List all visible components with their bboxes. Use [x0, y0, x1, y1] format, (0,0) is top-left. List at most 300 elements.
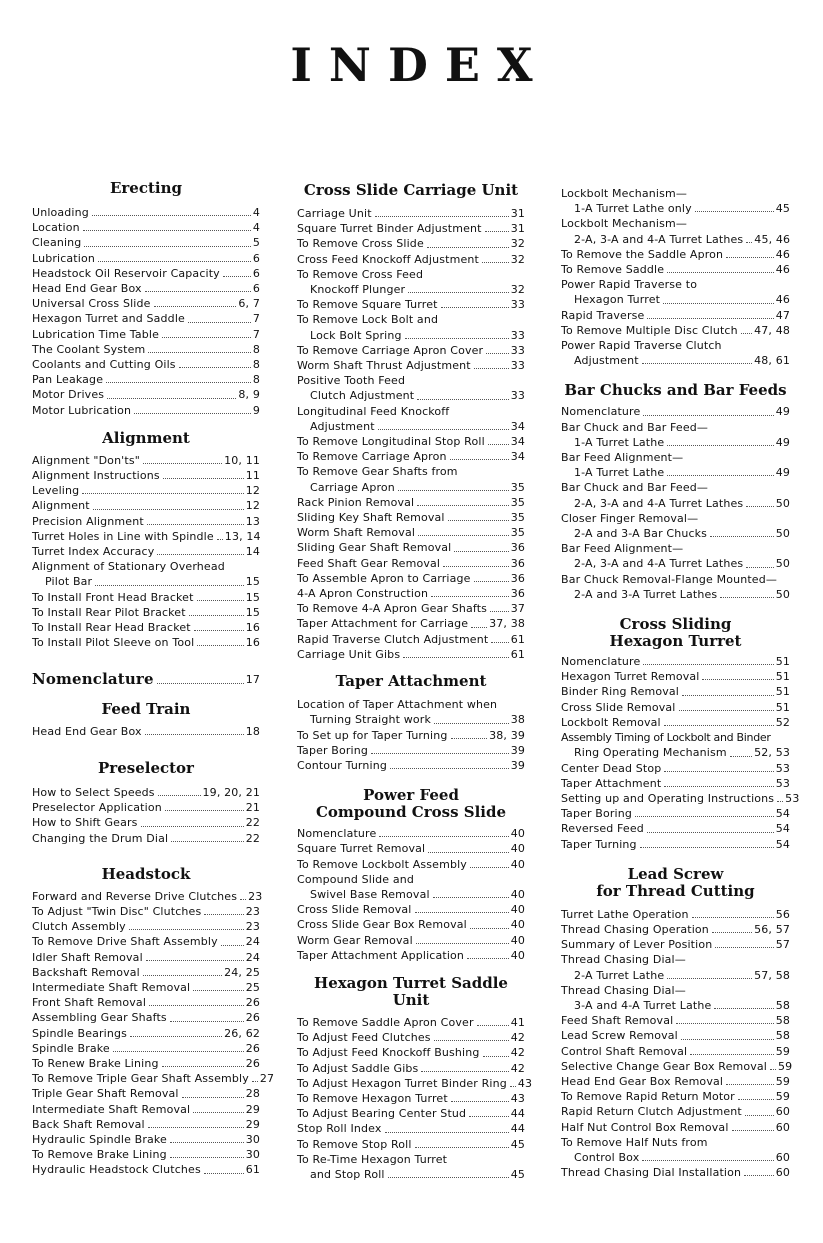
index-entry: [297, 857, 525, 872]
headstock-list: [32, 889, 275, 1178]
index-entry: [32, 590, 260, 605]
entry-title: Rapid Traverse: [561, 308, 645, 322]
page-number: 61: [245, 1163, 260, 1177]
index-entry-continuation: [297, 328, 525, 343]
index-entry: [561, 791, 800, 806]
index-entry-continuation: [297, 480, 525, 495]
page-number: 54: [775, 822, 790, 836]
alignment-list-a: [32, 453, 260, 559]
entry-title: Front Shaft Removal: [32, 996, 147, 1010]
entry-title: Location: [32, 221, 80, 235]
page-number: 53: [775, 776, 790, 790]
index-entry: [561, 937, 790, 952]
dot-leader: [378, 429, 509, 430]
index-entry: [297, 358, 525, 373]
index-entry: [297, 540, 525, 555]
page-number: 53: [775, 761, 790, 775]
page-number: 60: [775, 1120, 790, 1134]
index-entry: [32, 372, 260, 387]
dot-leader: [371, 753, 509, 754]
dot-leader: [408, 292, 508, 293]
page-number: 31: [510, 222, 525, 236]
index-entry: [297, 632, 525, 647]
index-entry-continuation: [297, 1167, 525, 1182]
dot-leader: [448, 520, 509, 521]
entry-title: Carriage Apron: [310, 480, 395, 494]
dot-leader: [726, 257, 774, 258]
dot-leader: [182, 1097, 244, 1098]
page-number: 40: [510, 903, 525, 917]
page-number: 13: [245, 514, 260, 528]
page-number: 10, 11: [224, 453, 260, 467]
dot-leader: [470, 867, 509, 868]
index-entry: [561, 587, 790, 602]
index-entry: [32, 1162, 260, 1177]
dot-leader: [474, 368, 509, 369]
page-number: 45, 46: [754, 232, 791, 246]
entry-title: Hydraulic Headstock Clutches: [32, 1163, 201, 1177]
index-entry: [297, 434, 525, 449]
dot-leader: [188, 322, 251, 323]
index-entry: [32, 357, 260, 372]
index-entry: Bar Chuck and Bar Feed—: [561, 481, 709, 495]
page-number: 15: [245, 605, 260, 619]
index-entry-continuation: [297, 388, 525, 403]
page-number: 40: [510, 857, 525, 871]
page-number: 36: [510, 541, 525, 555]
page-number: 41: [510, 1015, 525, 1029]
entry-title: How to Select Speeds: [32, 785, 155, 799]
section-heading-compound-cross-slide: Compound Cross Slide: [315, 803, 507, 822]
section-heading-thread-cutting: for Thread Cutting: [596, 881, 755, 900]
index-entry: [297, 525, 525, 540]
page-number: 38: [510, 713, 525, 727]
index-entry: Bar Chuck Removal-Flange Mounted—: [561, 572, 778, 586]
index-entry: [297, 616, 525, 631]
index-entry: [561, 654, 790, 669]
page-number: 16: [245, 621, 260, 635]
index-entry-continuation: [561, 968, 790, 983]
page-number: 31: [510, 207, 525, 220]
entry-title: Rapid Traverse Clutch Adjustment: [297, 632, 489, 646]
entry-title: To Remove the Saddle Apron: [561, 247, 724, 261]
page-number: 30: [245, 1148, 260, 1162]
page-number: 25: [245, 980, 260, 994]
entry-title: To Remove Triple Gear Shaft Assembly: [32, 1072, 249, 1086]
index-entry: [32, 919, 260, 934]
index-entry-continuation: [561, 292, 790, 307]
index-entry: [32, 251, 260, 266]
entry-title: Changing the Drum Dial: [32, 831, 169, 845]
index-entry-continuation: [561, 1150, 790, 1165]
entry-title: Alignment Instructions: [32, 469, 160, 483]
index-entry: [32, 544, 260, 559]
index-entry: [297, 887, 525, 902]
index-entry: [297, 1091, 525, 1106]
page-number: 59: [775, 1090, 790, 1104]
entry-title: To Remove Carriage Apron Cover: [297, 343, 484, 357]
page-number: 46: [775, 247, 790, 261]
index-entry: [561, 308, 790, 323]
index-entry-continuation: [561, 232, 790, 247]
page-number: 6: [252, 251, 260, 265]
dot-leader: [643, 415, 773, 416]
index-entry: [561, 1089, 790, 1104]
entry-title: To Install Pilot Sleeve on Tool: [32, 636, 195, 650]
dot-leader: [676, 1023, 773, 1024]
index-entry: [297, 388, 525, 403]
page-number: 36: [510, 571, 525, 585]
entry-title: How to Shift Gears: [32, 816, 138, 830]
entry-title: To Adjust "Twin Disc" Clutches: [32, 904, 202, 918]
dot-leader: [162, 337, 251, 338]
entry-title: Taper Turning: [561, 837, 637, 851]
dot-leader: [154, 306, 237, 307]
page-number: 8: [252, 358, 260, 372]
section-heading-alignment: Alignment: [102, 428, 190, 447]
index-entry: [32, 1026, 260, 1041]
page-number: 61: [510, 647, 525, 661]
index-entry: Alignment of Stationary Overhead: [32, 560, 225, 574]
page-number: 26: [245, 1056, 260, 1070]
entry-title: Clutch Adjustment: [310, 389, 415, 403]
index-entry: [561, 821, 790, 836]
dot-leader: [197, 645, 243, 646]
index-entry: [561, 1059, 793, 1074]
dot-leader: [145, 734, 244, 735]
entry-title: Selective Change Gear Box Removal: [561, 1059, 767, 1073]
index-entry: [561, 496, 790, 511]
page-number: 12: [245, 484, 260, 498]
dot-leader: [690, 1054, 773, 1055]
page-number: 15: [245, 590, 260, 604]
page-number: 40: [510, 842, 525, 856]
dot-leader: [647, 318, 773, 319]
dot-leader: [416, 943, 509, 944]
entry-title: To Remove Square Turret: [297, 298, 438, 312]
entry-title: Forward and Reverse Drive Clutches: [32, 889, 238, 903]
index-entry: [561, 806, 790, 821]
index-entry: [32, 965, 260, 980]
entry-title: Clutch Assembly: [32, 920, 126, 934]
dot-leader: [171, 841, 243, 842]
entry-title: Motor Drives: [32, 388, 105, 402]
entry-title: 2-A, 3-A and 4-A Turret Lathes: [574, 496, 744, 510]
page-number: 29: [245, 1102, 260, 1116]
index-entry: [561, 745, 790, 760]
index-entry: [32, 342, 260, 357]
entry-title: Precision Alignment: [32, 514, 144, 528]
index-entry: Lockbolt Mechanism—: [561, 217, 688, 231]
page-number: 40: [510, 887, 525, 901]
page-number: 60: [775, 1105, 790, 1119]
index-entry: [32, 1071, 275, 1086]
page-number: 50: [775, 557, 790, 571]
entry-title: Adjustment: [574, 354, 639, 368]
section-heading-lead-screw: Lead Screw: [627, 864, 724, 883]
index-entry: [32, 1086, 260, 1101]
entry-title: Rapid Return Clutch Adjustment: [561, 1105, 742, 1119]
dot-leader: [204, 1173, 244, 1174]
entry-title: To Remove Drive Shaft Assembly: [32, 935, 218, 949]
entry-title: To Remove Stop Roll: [297, 1137, 412, 1151]
dot-leader: [194, 630, 244, 631]
page-number: 49: [775, 466, 790, 480]
page-number: 12: [245, 499, 260, 513]
page-number: 56: [775, 907, 790, 921]
index-entry: [561, 292, 790, 307]
index-entry: [297, 1015, 525, 1030]
entry-title: Backshaft Removal: [32, 965, 140, 979]
index-entry: [297, 328, 525, 343]
index-entry: [297, 1030, 525, 1045]
bar-chucks-groups: [561, 420, 790, 602]
index-entry: [561, 435, 790, 450]
index-entry: [32, 995, 260, 1010]
index-entry: [32, 327, 260, 342]
entry-title: Taper Boring: [297, 743, 369, 757]
page-number: 59: [775, 1074, 790, 1088]
entry-title: To Adjust Bearing Center Stud: [297, 1107, 467, 1121]
page-number: 52: [775, 715, 790, 729]
dot-leader: [640, 847, 774, 848]
entry-title: Spindle Brake: [32, 1041, 110, 1055]
index-entry: [561, 837, 790, 852]
index-entry: [297, 297, 525, 312]
dot-leader: [732, 1130, 774, 1131]
entry-title: Contour Turning: [297, 758, 387, 772]
dot-leader: [217, 539, 223, 540]
entry-title: Lock Bolt Spring: [310, 328, 402, 342]
index-entry: Positive Tooth Feed: [297, 374, 406, 388]
dot-leader: [485, 231, 509, 232]
index-column-2: [297, 181, 533, 1182]
index-entry: [561, 353, 790, 368]
dot-leader: [252, 1081, 258, 1082]
page-number: 51: [775, 685, 790, 699]
entry-title: To Adjust Hexagon Turret Binder Ring: [297, 1076, 507, 1090]
entry-title: Worm Gear Removal: [297, 933, 413, 947]
index-entry: [297, 343, 525, 358]
page-number: 53: [785, 791, 800, 805]
index-entry: [561, 1013, 790, 1028]
index-entry: [561, 526, 790, 541]
index-entry: Thread Chasing Dial—: [561, 953, 686, 967]
page-number: 23: [245, 904, 260, 918]
page-number: 26: [245, 1041, 260, 1055]
page-number: 4: [252, 221, 260, 235]
entry-title: To Remove Saddle: [561, 263, 665, 277]
page-number: 50: [775, 496, 790, 510]
entry-title: Nomenclature: [561, 655, 641, 669]
page-number: 50: [775, 527, 790, 541]
index-entry: [561, 404, 790, 419]
page-number: 45: [510, 1137, 525, 1151]
page-number: 39: [510, 743, 525, 757]
dot-leader: [170, 1021, 244, 1022]
section-heading-hexagon-turret: Hexagon Turret: [609, 632, 742, 651]
alignment-stationary-line2: [32, 574, 260, 589]
page-number: 7: [252, 312, 260, 326]
dot-leader: [134, 413, 251, 414]
entry-title: Hydraulic Spindle Brake: [32, 1132, 167, 1146]
index-entry: [297, 449, 525, 464]
index-entry-single: [297, 297, 525, 312]
index-entry: [32, 453, 260, 468]
page-number: 24: [245, 935, 260, 949]
page-number: 19, 20, 21: [202, 785, 260, 799]
dot-leader: [647, 832, 774, 833]
index-column-3: [561, 186, 800, 1180]
carriage-list-b: [297, 343, 525, 373]
page-number: 35: [510, 526, 525, 540]
index-entry: To Remove Half Nuts from: [561, 1135, 708, 1149]
entry-title: Idler Shaft Removal: [32, 950, 143, 964]
index-entry: [561, 1074, 790, 1089]
page-number: 11: [245, 469, 260, 483]
entry-title: Nomenclature: [561, 405, 641, 419]
page-number: 30: [245, 1132, 260, 1146]
index-entry: [32, 1056, 260, 1071]
index-entry: [32, 724, 260, 739]
dot-leader: [106, 382, 251, 383]
dot-leader: [98, 261, 251, 262]
entry-title: Reversed Feed: [561, 822, 644, 836]
dot-leader: [170, 1157, 244, 1158]
entry-title: Control Shaft Removal: [561, 1044, 688, 1058]
page-number: 40: [510, 918, 525, 932]
page-number: 51: [775, 700, 790, 714]
page-number: 59: [778, 1059, 793, 1073]
lead-screw-list-a: [561, 907, 790, 953]
entry-title: Lead Screw Removal: [561, 1029, 678, 1043]
dot-leader: [443, 566, 509, 567]
index-entry: [297, 1076, 533, 1091]
index-entry: [297, 841, 525, 856]
entry-title: To Remove Brake Lining: [32, 1148, 167, 1162]
dot-leader: [482, 262, 509, 263]
top-list-a: [561, 247, 790, 277]
index-entry: Bar Feed Alignment—: [561, 451, 684, 465]
dot-leader: [491, 642, 508, 643]
index-entry: [297, 495, 525, 510]
section-heading-taper-attachment: Taper Attachment: [335, 672, 487, 691]
page-number: 36: [510, 556, 525, 570]
dot-leader: [398, 490, 509, 491]
entry-title: Taper Attachment for Carriage: [297, 617, 469, 631]
index-entry-single: [561, 1165, 790, 1180]
index-entry-continuation: [561, 353, 790, 368]
index-entry: [297, 221, 525, 236]
page-number: 37, 38: [489, 617, 525, 631]
entry-title: Hexagon Turret Removal: [561, 670, 700, 684]
index-entry: [297, 1137, 525, 1152]
dot-leader: [486, 353, 508, 354]
dot-leader: [204, 914, 243, 915]
dot-leader: [643, 664, 773, 665]
dot-leader: [157, 683, 244, 684]
page-number: 52, 53: [754, 746, 790, 760]
dot-leader: [488, 444, 509, 445]
dot-leader: [474, 581, 509, 582]
page-number: 47, 48: [754, 323, 790, 337]
page-number: 57, 58: [754, 968, 790, 982]
page-number: 9: [252, 403, 260, 417]
index-entry: [561, 761, 790, 776]
dot-leader: [450, 459, 509, 460]
index-entry: [297, 480, 525, 495]
index-entry: [297, 1061, 525, 1076]
index-entry: [32, 831, 260, 846]
page-number: 15: [245, 575, 260, 589]
page-number: 24: [245, 950, 260, 964]
index-entry: [32, 574, 260, 589]
entry-title: Back Shaft Removal: [32, 1117, 145, 1131]
page-number: 35: [510, 495, 525, 509]
page-number: 27: [259, 1072, 275, 1086]
entry-title: Worm Shaft Thrust Adjustment: [297, 359, 471, 373]
page-number: 36: [510, 587, 525, 601]
page-number: 24, 25: [224, 965, 260, 979]
index-entry: Lockbolt Mechanism—: [561, 187, 688, 200]
index-entry-continuation: [297, 282, 525, 297]
page-number: 22: [245, 831, 260, 845]
page-number: 34: [510, 435, 525, 449]
dot-leader: [469, 1116, 509, 1117]
entry-title: 2-A Turret Lathe: [574, 968, 665, 982]
page-number: 42: [510, 1061, 525, 1075]
entry-title: 4-A Apron Construction: [297, 587, 429, 601]
entry-title: Setting up and Operating Instructions: [561, 791, 775, 805]
entry-title: To Remove Rapid Return Motor: [561, 1090, 735, 1104]
page-number: 45: [775, 202, 790, 216]
dot-leader: [451, 1101, 509, 1102]
dot-leader: [441, 307, 509, 308]
entry-title: Lubrication: [32, 251, 95, 265]
dot-leader: [421, 1071, 508, 1072]
index-entry: [561, 907, 790, 922]
dot-leader: [741, 333, 752, 334]
entry-title: 1-A Turret Lathe only: [574, 202, 692, 216]
dot-leader: [375, 216, 509, 217]
page-number: 40: [510, 948, 525, 962]
carriage-list-c: [297, 434, 525, 464]
dot-leader: [663, 303, 774, 304]
dot-leader: [149, 1005, 244, 1006]
index-entry-continuation: [297, 419, 525, 434]
page-number: 42: [510, 1046, 525, 1060]
page-number: 22: [245, 816, 260, 830]
index-entry: [561, 669, 790, 684]
index-entry: [561, 922, 790, 937]
index-entry: [561, 247, 790, 262]
index-entry: [32, 1041, 260, 1056]
page-number: 16: [245, 636, 260, 650]
entry-title: Headstock Oil Reservoir Capacity: [32, 266, 220, 280]
index-entry: [32, 468, 260, 483]
index-entry: To Remove Cross Feed: [297, 267, 424, 281]
page-number: 60: [775, 1150, 790, 1164]
page-number: 29: [245, 1117, 260, 1131]
dot-leader: [379, 836, 508, 837]
dot-leader: [130, 1036, 222, 1037]
entry-title: 3-A and 4-A Turret Lathe: [574, 998, 712, 1012]
index-entry: [32, 266, 260, 281]
section-heading-preselector: Preselector: [98, 758, 194, 777]
entry-title: 2-A and 3-A Turret Lathes: [574, 587, 718, 601]
index-entry-continuation: [561, 745, 790, 760]
entry-title: To Remove Cross Slide: [297, 237, 424, 251]
